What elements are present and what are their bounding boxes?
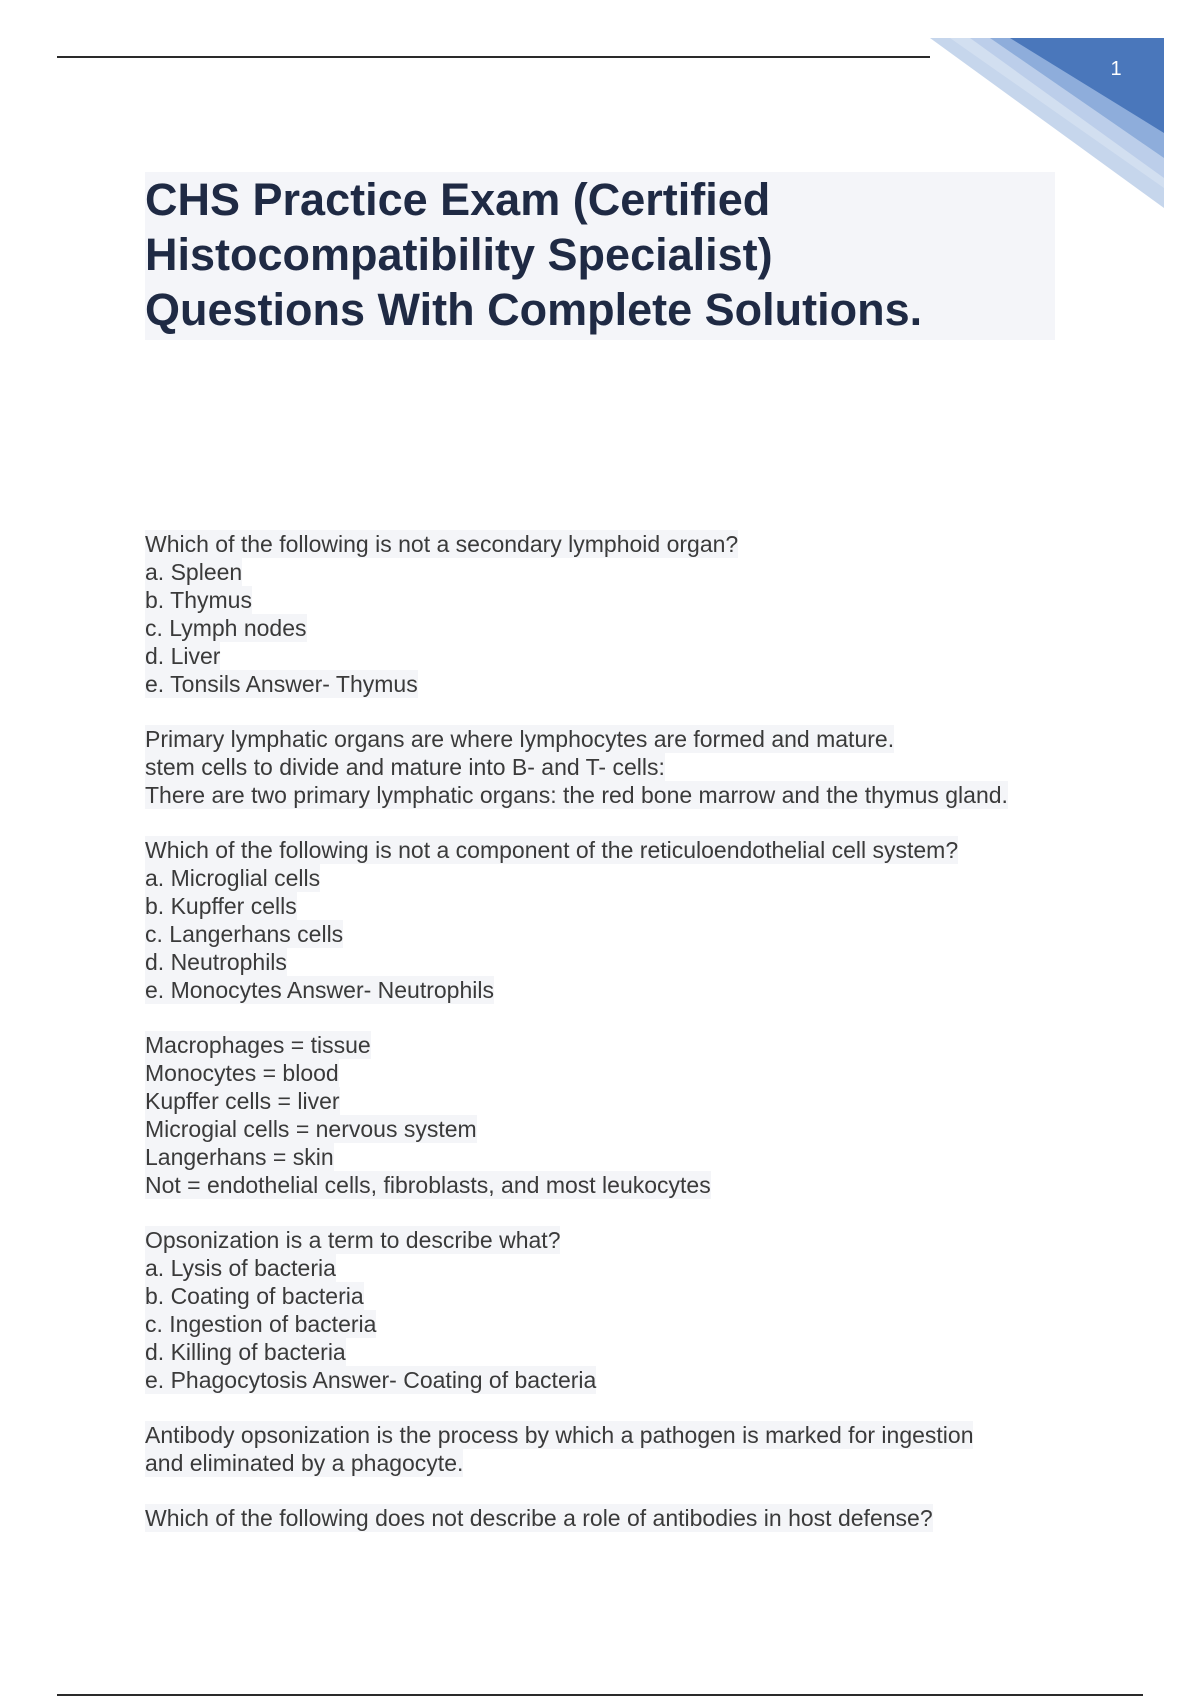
document-body	[145, 530, 1085, 1559]
question-block	[145, 530, 1085, 698]
title-line: Histocompatibility Specialist)	[145, 229, 773, 280]
answer-option: a. Microglial cells	[145, 865, 321, 891]
explanation-block	[145, 1421, 1085, 1477]
answer-option: a. Spleen	[145, 559, 243, 585]
answer-option: b. Coating of bacteria	[145, 1283, 364, 1309]
explanation-text: stem cells to divide and mature into B- and T- cells:	[145, 754, 665, 780]
question-text: Which of the following is not a secondary lymphoid organ?	[145, 531, 739, 557]
explanation-text: Antibody opsonization is the process by which a pathogen is marked for ingestion	[145, 1422, 974, 1448]
explanation-text: Microgial cells = nervous system	[145, 1116, 477, 1142]
question-text: Opsonization is a term to describe what?	[145, 1227, 561, 1253]
answer-option: e. Phagocytosis Answer- Coating of bacteria	[145, 1367, 597, 1393]
explanation-text: Macrophages = tissue	[145, 1032, 371, 1058]
page-number: 1	[1110, 58, 1122, 80]
explanation-text: Langerhans = skin	[145, 1144, 334, 1170]
answer-option: d. Killing of bacteria	[145, 1339, 346, 1365]
question-block	[145, 1504, 1085, 1532]
title-line: CHS Practice Exam (Certified	[145, 174, 771, 225]
explanation-block	[145, 725, 1085, 809]
header-rule	[57, 56, 930, 58]
explanation-text: and eliminated by a phagocyte.	[145, 1450, 464, 1476]
question-block	[145, 1226, 1085, 1394]
footer-rule	[57, 1694, 1143, 1696]
answer-option: a. Lysis of bacteria	[145, 1255, 336, 1281]
explanation-text: Kupffer cells = liver	[145, 1088, 340, 1114]
answer-option: b. Kupffer cells	[145, 893, 297, 919]
answer-option: c. Ingestion of bacteria	[145, 1311, 377, 1337]
answer-option: d. Neutrophils	[145, 949, 287, 975]
answer-option: e. Monocytes Answer- Neutrophils	[145, 977, 494, 1003]
title-line: Questions With Complete Solutions.	[145, 284, 923, 335]
explanation-text: There are two primary lymphatic organs: the red bone marrow and the thymus gland.	[145, 782, 1008, 808]
explanation-text: Not = endothelial cells, fibroblasts, and most leukocytes	[145, 1172, 711, 1198]
question-text: Which of the following is not a component of the reticuloendothelial cell system?	[145, 837, 959, 863]
explanation-text: Primary lymphatic organs are where lymphocytes are formed and mature.	[145, 726, 895, 752]
answer-option: b. Thymus	[145, 587, 252, 613]
question-block	[145, 836, 1085, 1004]
answer-option: c. Lymph nodes	[145, 615, 307, 641]
explanation-block	[145, 1031, 1085, 1199]
explanation-text: Monocytes = blood	[145, 1060, 339, 1086]
document-title	[145, 172, 1055, 340]
answer-option: e. Tonsils Answer- Thymus	[145, 671, 418, 697]
question-text: Which of the following does not describe a role of antibodies in host defense?	[145, 1505, 933, 1531]
answer-option: c. Langerhans cells	[145, 921, 344, 947]
answer-option: d. Liver	[145, 643, 221, 669]
